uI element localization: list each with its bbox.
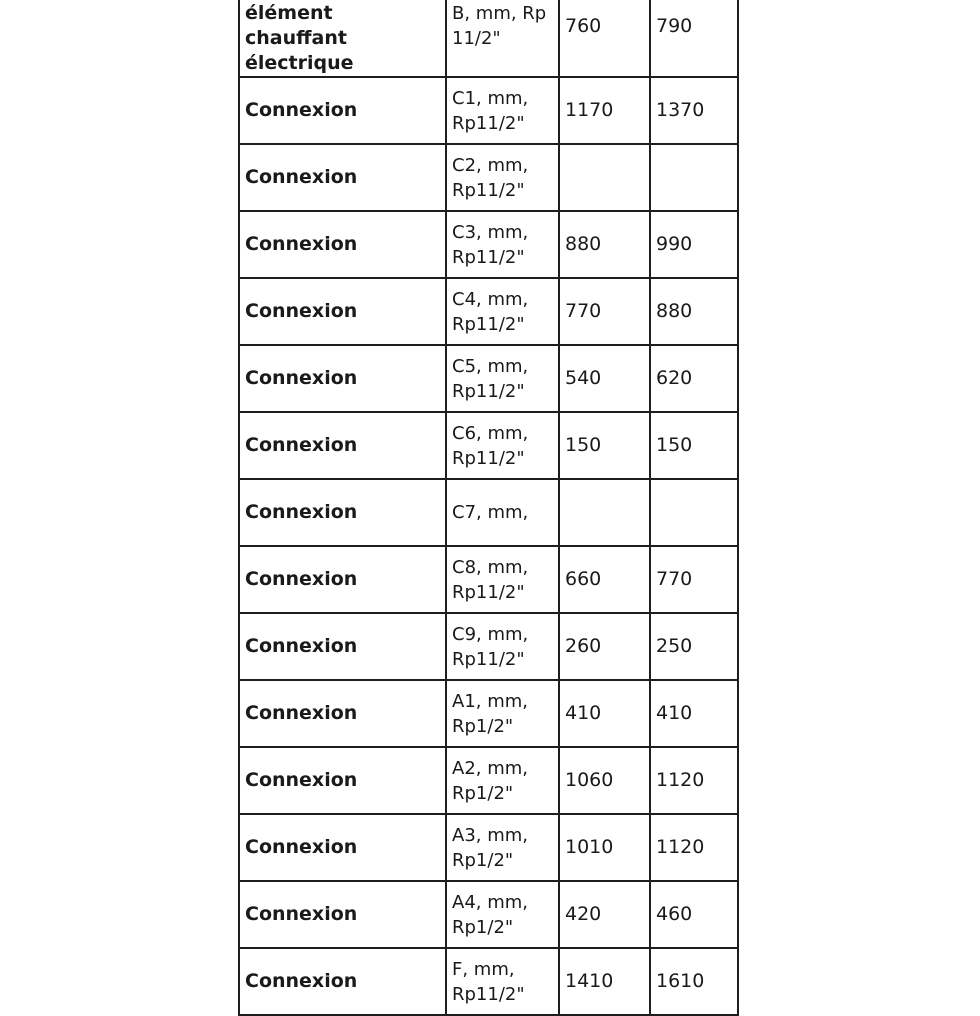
row-value-1: 150 <box>559 412 650 479</box>
table-row <box>239 814 738 881</box>
row-value-1: 410 <box>559 680 650 747</box>
row-dimension: C4, mm, Rp11/2" <box>446 278 559 345</box>
row-dimension: C3, mm, Rp11/2" <box>446 211 559 278</box>
row-dimension: C5, mm, Rp11/2" <box>446 345 559 412</box>
row-value-1: 880 <box>559 211 650 278</box>
row-dimension: C2, mm, Rp11/2" <box>446 144 559 211</box>
row-label: Connexion <box>239 479 446 546</box>
row-label: Connexion <box>239 747 446 814</box>
row-label: Connexion <box>239 345 446 412</box>
table-row <box>239 747 738 814</box>
table-row <box>239 77 738 144</box>
row-label: Connexion <box>239 77 446 144</box>
row-dimension: A4, mm, Rp1/2" <box>446 881 559 948</box>
row-value-1: 420 <box>559 881 650 948</box>
row-value-2: 1120 <box>650 747 738 814</box>
table-row <box>239 881 738 948</box>
row-value-2: 790 <box>650 0 738 77</box>
table-row <box>239 144 738 211</box>
row-label: Connexion <box>239 948 446 1015</box>
row-dimension: C7, mm, <box>446 479 559 546</box>
row-value-2: 770 <box>650 546 738 613</box>
row-value-2 <box>650 144 738 211</box>
row-dimension: C6, mm, Rp11/2" <box>446 412 559 479</box>
table-row <box>239 278 738 345</box>
row-label: Connexion <box>239 144 446 211</box>
row-label: élément chauffant électrique <box>239 0 446 77</box>
row-label: Connexion <box>239 814 446 881</box>
row-dimension: C9, mm, Rp11/2" <box>446 613 559 680</box>
table-row <box>239 479 738 546</box>
row-value-2: 460 <box>650 881 738 948</box>
row-value-1: 770 <box>559 278 650 345</box>
row-value-2 <box>650 479 738 546</box>
table-row <box>239 546 738 613</box>
row-value-1: 1170 <box>559 77 650 144</box>
row-label: Connexion <box>239 680 446 747</box>
row-label: Connexion <box>239 211 446 278</box>
row-dimension: C8, mm, Rp11/2" <box>446 546 559 613</box>
row-value-1: 1010 <box>559 814 650 881</box>
row-value-2: 150 <box>650 412 738 479</box>
row-value-1: 660 <box>559 546 650 613</box>
table-row <box>239 211 738 278</box>
row-value-1: 1060 <box>559 747 650 814</box>
row-value-2: 1610 <box>650 948 738 1015</box>
row-value-2: 1120 <box>650 814 738 881</box>
table-row <box>239 412 738 479</box>
row-value-2: 1370 <box>650 77 738 144</box>
row-value-1 <box>559 144 650 211</box>
row-value-1: 1410 <box>559 948 650 1015</box>
row-label: Connexion <box>239 613 446 680</box>
row-label: Connexion <box>239 412 446 479</box>
row-label: Connexion <box>239 546 446 613</box>
table-row <box>239 680 738 747</box>
row-label: Connexion <box>239 881 446 948</box>
row-value-2: 880 <box>650 278 738 345</box>
row-value-2: 410 <box>650 680 738 747</box>
table-row <box>239 345 738 412</box>
row-value-2: 990 <box>650 211 738 278</box>
row-dimension: B, mm, Rp 11/2" <box>446 0 559 77</box>
row-dimension: A3, mm, Rp1/2" <box>446 814 559 881</box>
row-value-2: 620 <box>650 345 738 412</box>
row-value-1: 540 <box>559 345 650 412</box>
row-value-2: 250 <box>650 613 738 680</box>
table-row <box>239 0 738 77</box>
row-label: Connexion <box>239 278 446 345</box>
row-value-1: 760 <box>559 0 650 77</box>
row-dimension: C1, mm, Rp11/2" <box>446 77 559 144</box>
row-dimension: F, mm, Rp11/2" <box>446 948 559 1015</box>
row-dimension: A2, mm, Rp1/2" <box>446 747 559 814</box>
connections-table <box>238 0 739 1016</box>
table-row <box>239 948 738 1015</box>
row-dimension: A1, mm, Rp1/2" <box>446 680 559 747</box>
row-value-1 <box>559 479 650 546</box>
row-value-1: 260 <box>559 613 650 680</box>
table-row <box>239 613 738 680</box>
